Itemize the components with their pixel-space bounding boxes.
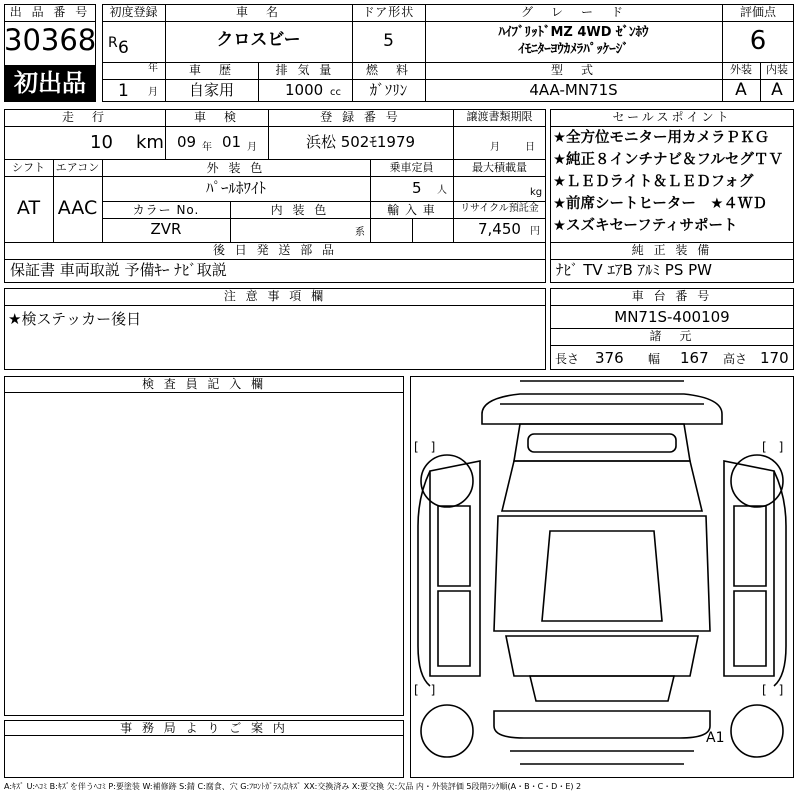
score-label: 評価点 bbox=[739, 5, 776, 19]
shift: AT bbox=[16, 197, 41, 219]
car-name: クロスビー bbox=[216, 30, 301, 50]
svg-text:[ ]: [ ] bbox=[414, 440, 436, 454]
interior-color-unit: 系 bbox=[355, 227, 365, 238]
chassis-number: MN71S-400109 bbox=[614, 308, 730, 326]
svg-text:[ ]: [ ] bbox=[762, 440, 784, 454]
grade-label: グ レ ー ド bbox=[520, 5, 626, 19]
capacity-unit: 人 bbox=[437, 185, 447, 196]
recycle-label: リサイクル預託金 bbox=[460, 203, 539, 214]
yen-unit: 円 bbox=[530, 226, 540, 237]
height-label: 高さ bbox=[723, 352, 748, 366]
height: 170 bbox=[760, 349, 789, 367]
history: 自家用 bbox=[188, 81, 234, 99]
sales-point-5: ★スズキセーフティサポート bbox=[553, 218, 738, 234]
interior-grade: A bbox=[771, 80, 783, 100]
interior-color-label: 内 装 色 bbox=[270, 203, 330, 217]
mileage: 10 bbox=[90, 132, 113, 153]
interior-label: 内装 bbox=[766, 63, 788, 76]
capacity: 5 bbox=[412, 179, 422, 197]
exterior-color: ﾊﾟｰﾙﾎﾜｲﾄ bbox=[205, 179, 266, 197]
chassis-label: 車 台 番 号 bbox=[631, 289, 713, 303]
recycle-fee: 7,450 bbox=[478, 220, 521, 238]
score: 6 bbox=[749, 26, 767, 56]
doors: 5 bbox=[383, 31, 394, 51]
svg-text:[ ]: [ ] bbox=[762, 683, 784, 697]
first-reg-label: 初度登録 bbox=[109, 5, 158, 19]
reg-month: 1 bbox=[118, 81, 129, 101]
inspection-month: 01 bbox=[222, 133, 242, 151]
cc-unit: cc bbox=[330, 87, 341, 98]
model-label: 型 式 bbox=[550, 63, 596, 77]
displacement-label: 排 気 量 bbox=[275, 63, 335, 77]
inspection-label: 車 検 bbox=[193, 110, 239, 124]
ac: AAC bbox=[57, 197, 98, 219]
shift-label: シフト bbox=[12, 161, 45, 174]
grade-line2: ｲﾓﾆﾀｰﾖｳｶﾒﾗﾊﾟｯｹｰｼﾞ bbox=[518, 42, 629, 57]
inspector-box bbox=[4, 376, 404, 716]
color-label: 外 装 色 bbox=[206, 161, 266, 175]
model: 4AA-MN71S bbox=[529, 81, 618, 99]
svg-text:[ ]: [ ] bbox=[414, 683, 436, 697]
load-label: 最大積載量 bbox=[472, 161, 527, 174]
equipment-label: 純 正 装 備 bbox=[631, 243, 713, 257]
era: R bbox=[108, 35, 118, 51]
door-label: ドア形状 bbox=[362, 5, 415, 19]
ac-label: エアコン bbox=[55, 161, 100, 174]
car-diagram bbox=[410, 376, 794, 778]
inspection-year-unit: 年 bbox=[202, 142, 212, 153]
km-unit: km bbox=[136, 132, 164, 153]
width: 167 bbox=[680, 349, 709, 367]
damage-mark: A1 bbox=[706, 730, 725, 746]
history-label: 車 歴 bbox=[188, 63, 234, 77]
fuel: ｶﾞｿﾘﾝ bbox=[369, 81, 408, 99]
year-unit: 年 bbox=[148, 63, 158, 74]
exterior-grade: A bbox=[735, 80, 747, 100]
inspector-label: 検 査 員 記 入 欄 bbox=[141, 377, 267, 391]
sales-point-4: ★前席シートヒーター ★４ＷＤ bbox=[553, 196, 767, 212]
month-unit: 月 bbox=[148, 87, 158, 98]
color-no: ZVR bbox=[150, 220, 182, 238]
office-label: 事 務 局 よ り ご 案 内 bbox=[120, 721, 288, 735]
grade-line1: ﾊｲﾌﾞﾘｯﾄﾞMZ 4WD ｾﾞﾝﾎｳ bbox=[498, 25, 649, 40]
accessories-label: 後 日 発 送 部 品 bbox=[212, 243, 338, 257]
load-unit: kg bbox=[530, 187, 543, 198]
plate-label: 登 録 番 号 bbox=[320, 110, 401, 124]
sales-point-2: ★純正８インチナビ＆フルセグＴＶ bbox=[553, 152, 783, 168]
dimensions-label: 諸 元 bbox=[649, 329, 695, 343]
first-listing-badge: 初出品 bbox=[5, 65, 95, 101]
notes-text: ★検ステッカー後日 bbox=[8, 310, 142, 328]
plate-number: 浜松 502ﾓ1979 bbox=[305, 133, 416, 151]
equipment: ﾅﾋﾞ TV ｴｱB ｱﾙﾐ PS PW bbox=[556, 261, 712, 279]
transfer-day-unit: 日 bbox=[525, 142, 535, 153]
inspection-year: 09 bbox=[177, 133, 197, 151]
accessories: 保証書 車両取説 予備ｷｰ ﾅﾋﾞ取説 bbox=[10, 261, 227, 279]
displacement: 1000 bbox=[285, 81, 324, 99]
transfer-label: 譲渡書類期限 bbox=[466, 110, 533, 123]
capacity-label: 乗車定員 bbox=[389, 161, 434, 174]
sales-point-3: ★ＬＥＤライト＆ＬＥＤフォグ bbox=[553, 174, 754, 190]
color-no-label: カラー No. bbox=[132, 203, 200, 217]
exterior-label: 外装 bbox=[730, 63, 752, 76]
inspection-month-unit: 月 bbox=[247, 142, 257, 153]
notes-label: 注 意 事 項 欄 bbox=[223, 289, 327, 303]
import-label: 輸 入 車 bbox=[387, 203, 436, 217]
fuel-label: 燃 料 bbox=[365, 63, 411, 77]
lot-number-label: 出 品 番 号 bbox=[9, 5, 91, 19]
transfer-month-unit: 月 bbox=[490, 142, 500, 153]
sales-points-label: セールスポイント bbox=[612, 110, 732, 124]
reg-year: 6 bbox=[118, 38, 129, 58]
length-label: 長さ bbox=[555, 352, 580, 366]
length: 376 bbox=[595, 349, 624, 367]
width-label: 幅 bbox=[648, 352, 661, 366]
sales-point-1: ★全方位モニター用カメラＰＫＧ bbox=[553, 130, 769, 146]
car-name-label: 車 名 bbox=[235, 5, 281, 19]
lot-number: 30368 bbox=[4, 23, 97, 57]
legend: A:ｷｽﾞ U:ﾍｺﾐ B:ｷｽﾞを伴うﾍｺﾐ P:要塗装 W:補修跡 S:錆 C:腐食、穴 G:ﾌﾛﾝﾄｶﾞﾗｽ点ｷｽﾞ XX:交換済み X:要交換 欠:欠品 内・外装評価 5段階ﾗﾝｸ順(A・B・C・D・E) 2 bbox=[4, 782, 582, 791]
mileage-label: 走 行 bbox=[61, 110, 107, 124]
